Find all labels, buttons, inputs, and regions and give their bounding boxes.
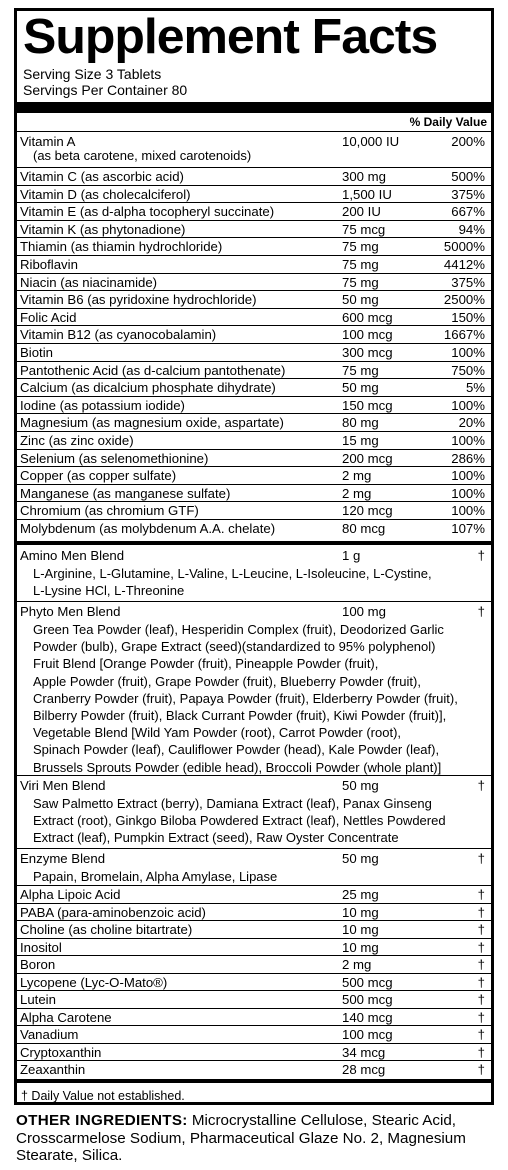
serving-size: Serving Size 3 Tablets <box>23 66 162 82</box>
blend-dv: † <box>477 548 485 563</box>
nutrient-name: Folic Acid <box>20 309 77 325</box>
nutrient-amount: 2 mg <box>342 485 372 501</box>
nutrient-row <box>17 203 491 220</box>
blend-name: Amino Men Blend <box>20 548 125 563</box>
blend-name: Enzyme Blend <box>20 851 106 866</box>
nutrient-row <box>17 956 491 973</box>
divider <box>17 848 491 849</box>
nutrient-row <box>17 485 491 502</box>
nutrient-dv: 100% <box>451 345 485 360</box>
blend-amount: 1 g <box>342 548 361 563</box>
nutrient-dv: 375% <box>451 274 485 290</box>
nutrient-dv: 20% <box>458 415 485 431</box>
nutrient-dv: 2500% <box>443 292 485 308</box>
nutrient-amount: 120 mcg <box>342 503 393 519</box>
nutrient-row <box>17 1061 491 1078</box>
nutrient-amount: 150 mcg <box>342 397 393 413</box>
nutrient-row <box>17 186 491 203</box>
nutrient-name: Selenium (as selenomethionine) <box>20 450 209 466</box>
nutrient-dv: 500% <box>451 169 485 184</box>
nutrient-name: Manganese (as manganese sulfate) <box>20 485 231 501</box>
nutrient-name: PABA (para-aminobenzoic acid) <box>20 904 206 920</box>
nutrient-name: Copper (as copper sulfate) <box>20 468 177 484</box>
nutrient-name: Vitamin E (as d-alpha tocopheryl succinate) <box>20 204 275 220</box>
nutrient-amount: 75 mg <box>342 257 379 272</box>
nutrient-row <box>17 921 491 938</box>
nutrient-dv: 107% <box>451 521 485 536</box>
nutrient-name: Zeaxanthin <box>20 1062 86 1077</box>
nutrient-name: Vitamin K (as phytonadione) <box>20 221 186 237</box>
footnote: † Daily Value not established. <box>21 1089 185 1103</box>
nutrient-amount: 15 mg <box>342 433 379 448</box>
nutrient-row <box>17 1009 491 1026</box>
nutrient-dv: 150% <box>451 309 485 325</box>
nutrient-dv: 94% <box>458 221 485 237</box>
nutrient-name: Calcium (as dicalcium phosphate dihydrate) <box>20 380 276 396</box>
nutrient-name: Vitamin B12 (as cyanocobalamin) <box>20 327 217 343</box>
nutrient-name: Pantothenic Acid (as d-calcium pantothenate) <box>20 362 286 378</box>
nutrient-amount: 600 mcg <box>342 309 393 325</box>
thick-rule <box>17 102 491 113</box>
blend-row <box>17 777 491 846</box>
nutrient-amount: 100 mcg <box>342 1027 393 1042</box>
nutrient-row <box>17 379 491 396</box>
blend-name: Phyto Men Blend <box>20 604 121 619</box>
nutrient-row <box>17 432 491 449</box>
nutrient-dv: 4412% <box>443 257 485 272</box>
nutrient-dv: † <box>477 939 485 955</box>
nutrient-amount: 300 mcg <box>342 345 393 360</box>
nutrient-amount: 200 mcg <box>342 450 393 466</box>
nutrient-amount: 500 mcg <box>342 974 393 990</box>
nutrient-name: Alpha Carotene <box>20 1009 112 1025</box>
blend-row <box>17 603 491 773</box>
nutrient-dv: 5% <box>465 380 485 396</box>
nutrient-row <box>17 238 491 255</box>
nutrient-amount: 300 mg <box>342 169 386 184</box>
blend-dv: † <box>477 851 485 866</box>
nutrient-row <box>17 274 491 291</box>
nutrient-dv: † <box>477 1027 485 1042</box>
nutrient-amount: 10 mg <box>342 904 379 920</box>
nutrient-row <box>17 291 491 308</box>
nutrient-dv: † <box>477 957 485 972</box>
nutrient-amount: 75 mg <box>342 362 379 378</box>
nutrient-row <box>17 939 491 956</box>
nutrient-amount: 75 mg <box>342 274 379 290</box>
nutrient-row <box>17 397 491 414</box>
nutrient-name: Zinc (as zinc oxide) <box>20 433 134 448</box>
nutrient-amount: 10 mg <box>342 922 379 937</box>
nutrient-amount: 28 mcg <box>342 1062 386 1077</box>
nutrient-row <box>17 974 491 991</box>
nutrient-amount: 80 mcg <box>342 521 386 536</box>
servings-per-container: Servings Per Container 80 <box>23 82 188 98</box>
nutrient-name: Thiamin (as thiamin hydrochloride) <box>20 239 223 255</box>
nutrient-dv: † <box>477 974 485 990</box>
nutrient-name: Vanadium <box>20 1027 79 1042</box>
nutrient-dv: † <box>477 1062 485 1077</box>
blend-row <box>17 850 491 886</box>
nutrient-dv: 100% <box>451 485 485 501</box>
nutrient-row <box>17 168 491 185</box>
nutrient-row <box>17 467 491 484</box>
nutrient-dv: † <box>477 887 485 902</box>
nutrient-amount: 75 mg <box>342 239 379 255</box>
daily-value-header: % Daily Value <box>409 115 487 129</box>
nutrient-name: Biotin <box>20 345 53 360</box>
nutrient-name: Lycopene (Lyc-O-Mato®) <box>20 974 168 990</box>
nutrient-amount: 10,000 IU <box>342 134 400 149</box>
thick-rule <box>17 1079 491 1083</box>
nutrient-row <box>17 344 491 361</box>
nutrient-row <box>17 904 491 921</box>
nutrient-dv: 750% <box>451 362 485 378</box>
blend-amount: 50 mg <box>342 851 379 866</box>
nutrient-name: Riboflavin <box>20 257 78 272</box>
nutrient-dv: 1667% <box>443 327 485 343</box>
nutrient-row <box>17 309 491 326</box>
nutrient-amount: 2 mg <box>342 468 372 484</box>
blend-amount: 50 mg <box>342 778 379 793</box>
nutrient-amount: 2 mg <box>342 957 372 972</box>
nutrient-row <box>17 502 491 519</box>
nutrient-amount: 80 mg <box>342 415 379 431</box>
nutrient-name: Magnesium (as magnesium oxide, aspartate) <box>20 415 284 431</box>
nutrient-row <box>17 221 491 238</box>
nutrient-dv: 100% <box>451 503 485 519</box>
nutrient-amount: 100 mcg <box>342 327 393 343</box>
nutrient-name: Cryptoxanthin <box>20 1044 102 1060</box>
other-ingredients-label: OTHER INGREDIENTS: <box>16 1112 188 1129</box>
nutrient-dv: 667% <box>451 204 485 220</box>
divider <box>17 131 491 132</box>
nutrient-dv: 100% <box>451 397 485 413</box>
nutrient-dv: 200% <box>451 134 485 149</box>
nutrient-name: Inositol <box>20 939 62 955</box>
nutrient-name: Iodine (as potassium iodide) <box>20 397 185 413</box>
other-ingredients <box>16 1112 498 1165</box>
nutrient-name: Alpha Lipoic Acid <box>20 887 121 902</box>
nutrient-amount: 25 mg <box>342 887 379 902</box>
nutrient-dv: 286% <box>451 450 485 466</box>
blend-description: Saw Palmetto Extract (berry), Damiana Extract (leaf), Panax Ginseng Extract (root), Ginkgo Biloba Powdered Extract (leaf), Nettles Powdered Extract (leaf), Pumpkin Extract (seed), Raw Oyster Concentrate <box>33 796 446 846</box>
blend-name: Viri Men Blend <box>20 778 106 793</box>
nutrient-dv: 375% <box>451 186 485 202</box>
nutrient-row <box>17 1026 491 1043</box>
blend-row <box>17 547 491 600</box>
nutrient-source: (as beta carotene, mixed carotenoids) <box>33 148 252 163</box>
nutrient-amount: 1,500 IU <box>342 186 392 202</box>
nutrient-row <box>17 414 491 431</box>
nutrient-dv: † <box>477 992 485 1007</box>
nutrient-amount: 75 mcg <box>342 221 386 237</box>
nutrient-row <box>17 886 491 903</box>
nutrient-name: Niacin (as niacinamide) <box>20 274 158 290</box>
nutrient-amount: 50 mg <box>342 380 379 396</box>
nutrient-name: Molybdenum (as molybdenum A.A. chelate) <box>20 521 276 536</box>
blend-description: Papain, Bromelain, Alpha Amylase, Lipase <box>33 869 278 884</box>
nutrient-dv: 100% <box>451 433 485 448</box>
nutrient-row <box>17 450 491 467</box>
nutrient-amount: 50 mg <box>342 292 379 308</box>
nutrient-row <box>17 520 491 537</box>
nutrient-row <box>17 256 491 273</box>
nutrient-name: Vitamin B6 (as pyridoxine hydrochloride) <box>20 292 257 308</box>
other-ingredients-text: Microcrystalline Cellulose, Stearic Acid, Crosscarmelose Sodium, Pharmaceutical Glaze No. 2, Magnesium Stearate, Silica. <box>16 1112 466 1164</box>
nutrient-dv: † <box>477 904 485 920</box>
nutrient-row <box>17 1044 491 1061</box>
blend-amount: 100 mg <box>342 604 386 619</box>
nutrient-amount: 200 IU <box>342 204 381 220</box>
nutrient-row <box>17 362 491 379</box>
nutrient-dv: 5000% <box>443 239 485 255</box>
nutrient-dv: † <box>477 922 485 937</box>
thick-rule <box>17 541 491 545</box>
panel-title: Supplement Facts <box>23 10 438 64</box>
nutrient-dv: 100% <box>451 468 485 484</box>
nutrient-name: Choline (as choline bitartrate) <box>20 922 193 937</box>
nutrient-amount: 34 mcg <box>342 1044 386 1060</box>
nutrient-name: Vitamin C (as ascorbic acid) <box>20 169 184 184</box>
nutrient-dv: † <box>477 1009 485 1025</box>
nutrient-dv: † <box>477 1044 485 1060</box>
nutrient-row <box>17 326 491 343</box>
nutrient-amount: 140 mcg <box>342 1009 393 1025</box>
nutrient-name: Vitamin D (as cholecalciferol) <box>20 186 191 202</box>
divider <box>17 601 491 602</box>
blend-description: L-Arginine, L-Glutamine, L-Valine, L-Leucine, L-Isoleucine, L-Cystine, L-Lysine HCl, L-Threonine <box>33 566 432 599</box>
nutrient-name: Vitamin A <box>20 134 76 149</box>
nutrient-name: Lutein <box>20 992 56 1007</box>
blend-dv: † <box>477 778 485 793</box>
nutrient-amount: 500 mcg <box>342 992 393 1007</box>
supplement-facts-panel <box>14 8 494 1105</box>
nutrient-amount: 10 mg <box>342 939 379 955</box>
nutrient-row <box>17 991 491 1008</box>
nutrient-name: Chromium (as chromium GTF) <box>20 503 199 519</box>
nutrient-name: Boron <box>20 957 56 972</box>
divider <box>17 775 491 776</box>
blend-dv: † <box>477 604 485 619</box>
blend-description: Green Tea Powder (leaf), Hesperidin Complex (fruit), Deodorized Garlic Powder (bulb), Grape Extract (seed)(standardized to 95% polyphenol) Fruit Blend [Orange Powder (fruit), Pineapple Powder (fruit), Apple Powder (fruit), Grape Powder (fruit), Blueberry Powder (fruit), Cranberry Powder (fruit), Papaya Powder (fruit), Elderberry Powder (fruit), Bilberry Powder (fruit), Black Currant Powder (fruit), Kiwi Powder (fruit)], Vegetable Blend [Wild Yam Powder (root), Carrot Powder (root), Spinach Powder (leaf), Cauliflower Powder (head), Kale Powder (leaf), Brussels Sprouts Powder (edible head), Broccoli Powder (whole plant)] <box>33 622 458 775</box>
